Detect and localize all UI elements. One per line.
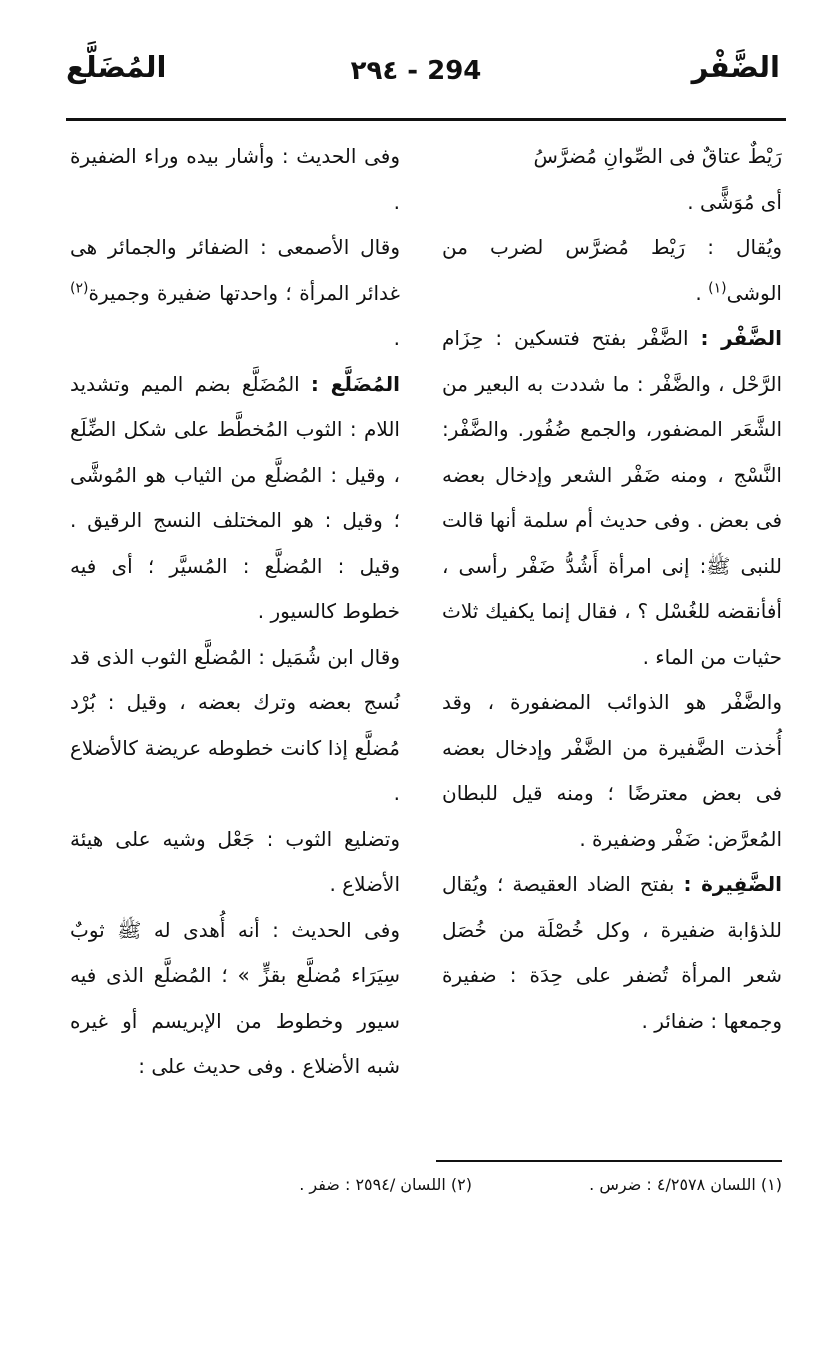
- footnote-1: (١) اللسان ٤/٢٥٧٨ : ضرس .: [589, 1175, 782, 1194]
- footnote-marker: (٢): [70, 279, 89, 296]
- paragraph: والضَّفْر هو الذوائب المضفورة ، وقد أُخذت الضَّفيرة من الضَّفْر وإدخال بعضه فى بعض معترضًا ؛ ومنه قيل للبطان المُعرَّض: ضَفْر وضفيرة .: [442, 690, 782, 851]
- paragraph: وتضليع الثوب : جَعْل وشيه على هيئة الأضلاع .: [70, 826, 400, 896]
- left-column: [70, 134, 400, 1090]
- page-number-separator: -: [407, 56, 419, 86]
- footnote-divider: [436, 1160, 782, 1162]
- paragraph: وفى الحديث : وأشار بيده وراء الضفيرة .: [70, 144, 400, 214]
- footnote-2: (٢) اللسان /٢٥٩٤ : ضفر .: [299, 1175, 472, 1194]
- footnote-marker: (١): [708, 279, 727, 296]
- header-headword-right: الضَّفْر: [691, 50, 780, 84]
- right-column: [442, 134, 782, 1044]
- page-number-arabic: ٢٩٤: [350, 56, 399, 86]
- entry-paragraph: الضَّفِيرة : بفتح الضاد العقيصة ؛ ويُقال للذؤابة ضفيرة ، وكل خُصْلَة من خُصَل شعر المرأة تُضفر على حِدَة : ضفيرة وجمعها : ضفائر .: [442, 872, 782, 1033]
- paragraph: وفى الحديث : أنه أُهدى له ﷺ ثوبٌ سِيَرَاء مُضلَّع بقزٍّ » ؛ المُضلَّع الذى فيه سيور وخطوط من الإبريسم أو غيره شبه الأضلاع . وفى حديث على :: [70, 917, 400, 1078]
- page-number-latin: 294: [427, 56, 482, 86]
- paragraph: ويُقال : رَيْط مُضرَّس لضرب من الوشى$^{(١)}$ .: [442, 235, 782, 305]
- paragraph: وقال ابن شُمَيل : المُضلَّع الثوب الذى قد نُسج بعضه وترك بعضه ، وقيل : بُرْد مُضلَّع إذا كانت خطوطه عريضة كالأضلاع .: [70, 644, 400, 805]
- entry-headword: الضَّفِيرة :: [683, 872, 782, 896]
- paragraph: رَيْطٌ عتاقٌ فى الصِّوانِ مُضرَّسُ: [533, 144, 782, 168]
- entry-paragraph: المُضَلَّع : المُضَلَّع بضم الميم وتشديد اللام : الثوب المُخطَّط على شكل الضِّلَع ، وقيل : المُضلَّع من الثياب هو المُوشَّى ؛ وقيل : هو المختلف النسج الرقيق . وقيل : المُضلَّع : المُسيَّر ؛ أى فيه خطوط كالسيور .: [70, 371, 400, 623]
- entry-headword: الضَّفْر :: [700, 326, 782, 350]
- paragraph: أى مُوَشًّى .: [687, 189, 782, 214]
- entry-paragraph: الضَّفْر : الضَّفْر بفتح فتسكين : حِزَام الرَّحْل ، والضَّفْر : ما شددت به البعير من الشَّعَر المضفور، والجمع ضُفُور. والضَّفْر: النَّسْج ، ومنه ضَفْر الشعر وإدخال بعضه فى بعض . وفى حديث أم سلمة أنها قالت للنبى ﷺ: إنى امرأة أَشُدُّ ضَفْر رأسى ، أفأنقضه للغُسْل ؟ ، فقال إنما يكفيك ثلاث حثيات من الماء .: [442, 326, 782, 669]
- paragraph: وقال الأصمعى : الضفائر والجمائر هى غدائر المرأة ؛ واحدتها ضفيرة وجميرة$^{(٢)}$ .: [70, 235, 400, 350]
- entry-headword: المُضَلَّع :: [310, 371, 400, 396]
- header-divider: [66, 118, 786, 121]
- header-headword-left: المُضَلَّع: [66, 50, 167, 84]
